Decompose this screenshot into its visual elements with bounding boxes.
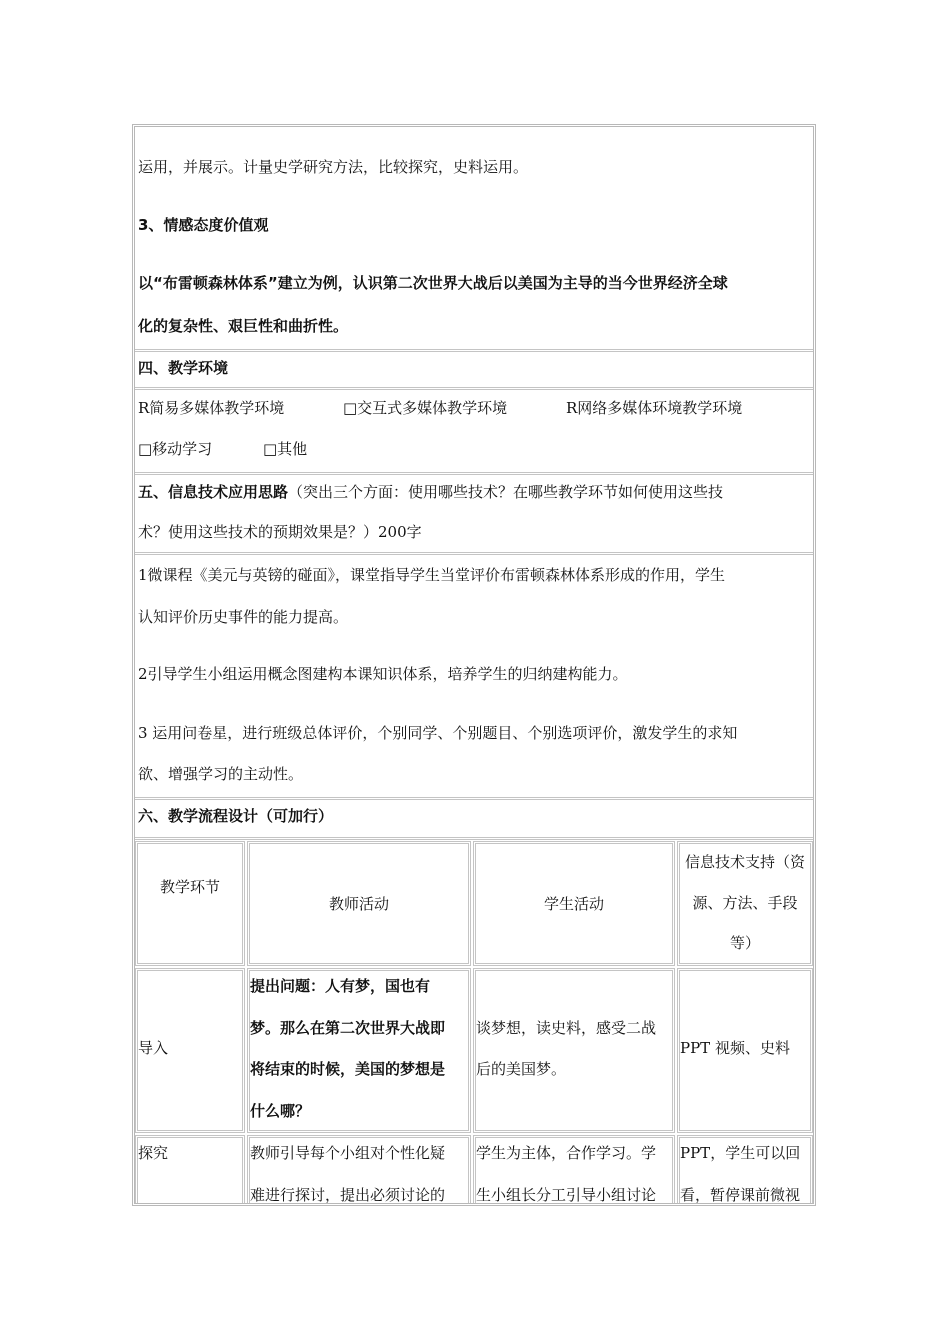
separator xyxy=(135,349,813,352)
section-5-heading xyxy=(138,482,723,502)
table-row-tech xyxy=(677,968,813,1133)
teacher-activity-line: 梦。那么在第二次世界大战即 xyxy=(250,1019,446,1037)
table-row-stage xyxy=(135,968,245,1133)
section-5-note-line-2: 术？使用这些技术的预期效果是？）200字 xyxy=(138,523,422,541)
stage-explore: 探究 xyxy=(138,1144,169,1162)
env-option-mobile-learning[interactable]: □移动学习 xyxy=(138,440,213,458)
section-3-heading: 3、情感态度价值观 xyxy=(138,216,269,234)
document-frame xyxy=(132,124,816,1206)
header-tech-label-3: 等） xyxy=(729,934,760,952)
table-row-student xyxy=(473,1135,675,1206)
tech-item-3-line-1: 3 运用问卷星，进行班级总体评价，个别同学、个别题目、个别选项评价，激发学生的求知 xyxy=(138,724,738,742)
table-row-stage xyxy=(135,1135,245,1206)
separator xyxy=(135,837,813,840)
separator xyxy=(135,552,813,555)
env-option-other[interactable]: □其他 xyxy=(263,440,308,458)
teacher-activity-line: 教师引导每个小组对个性化疑 xyxy=(250,1144,446,1162)
table-row-student xyxy=(473,968,675,1133)
table-row-tech xyxy=(677,1135,813,1206)
header-stage-label: 教学环节 xyxy=(159,878,220,896)
env-option-interactive-multimedia[interactable]: □交互式多媒体教学环境 xyxy=(343,399,508,417)
header-cell-tech xyxy=(677,841,813,966)
separator xyxy=(135,387,813,390)
student-activity-line: 生小组长分工引导小组讨论 xyxy=(476,1186,657,1204)
header-student-label: 学生活动 xyxy=(543,895,604,913)
header-cell-teacher xyxy=(247,841,471,966)
student-activity-line: 谈梦想，读史料，感受二战 xyxy=(476,1019,657,1037)
header-tech-label-2: 源、方法、手段 xyxy=(692,894,798,912)
separator xyxy=(135,797,813,800)
tech-support-line: 看，暂停课前微视 xyxy=(680,1186,801,1204)
section-5-title: 五、信息技术应用思路 xyxy=(138,483,289,501)
env-option-simple-multimedia[interactable]: R简易多媒体教学环境 xyxy=(138,399,285,417)
tech-item-1-line-1: 1微课程《美元与英镑的碰面》，课堂指导学生当堂评价布雷顿森林体系形成的作用，学生 xyxy=(138,566,726,584)
separator xyxy=(135,472,813,475)
teacher-activity-line: 将结束的时候，美国的梦想是 xyxy=(250,1060,446,1078)
section-5-note: （突出三个方面：使用哪些技术？在哪些教学环节如何使用这些技 xyxy=(288,483,724,501)
header-cell-stage xyxy=(135,841,245,966)
tech-item-2: 2引导学生小组运用概念图建构本课知识体系，培养学生的归纳建构能力。 xyxy=(138,665,628,683)
teacher-activity-line: 什么哪？ xyxy=(250,1102,311,1120)
header-cell-student xyxy=(473,841,675,966)
table-row-teacher xyxy=(247,968,471,1133)
header-tech-label-1: 信息技术支持（资 xyxy=(684,853,805,871)
section-4-heading: 四、教学环境 xyxy=(138,359,229,377)
student-activity-line: 后的美国梦。 xyxy=(476,1060,567,1078)
teacher-activity-line: 提出问题：人有梦，国也有 xyxy=(250,977,431,995)
method-text: 运用，并展示。计量史学研究方法，比较探究，史料运用。 xyxy=(138,158,529,176)
header-teacher-label: 教师活动 xyxy=(328,895,389,913)
tech-support-line: PPT 视频、史料 xyxy=(680,1039,790,1057)
values-text-line-1: 以“布雷顿森林体系”建立为例，认识第二次世界大战后以美国为主导的当今世界经济全球 xyxy=(138,274,728,292)
tech-support-line: PPT，学生可以回 xyxy=(680,1144,801,1162)
tech-item-1-line-2: 认知评价历史事件的能力提高。 xyxy=(138,608,349,626)
tech-item-3-line-2: 欲、增强学习的主动性。 xyxy=(138,765,304,783)
table-row-teacher xyxy=(247,1135,471,1206)
values-text-line-2: 化的复杂性、艰巨性和曲折性。 xyxy=(138,317,349,335)
teacher-activity-line: 难进行探讨，提出必须讨论的 xyxy=(250,1186,446,1204)
stage-intro: 导入 xyxy=(138,1039,169,1057)
env-option-network-multimedia[interactable]: R网络多媒体环境教学环境 xyxy=(566,399,743,417)
section-6-heading: 六、教学流程设计（可加行） xyxy=(138,807,334,825)
student-activity-line: 学生为主体，合作学习。学 xyxy=(476,1144,657,1162)
